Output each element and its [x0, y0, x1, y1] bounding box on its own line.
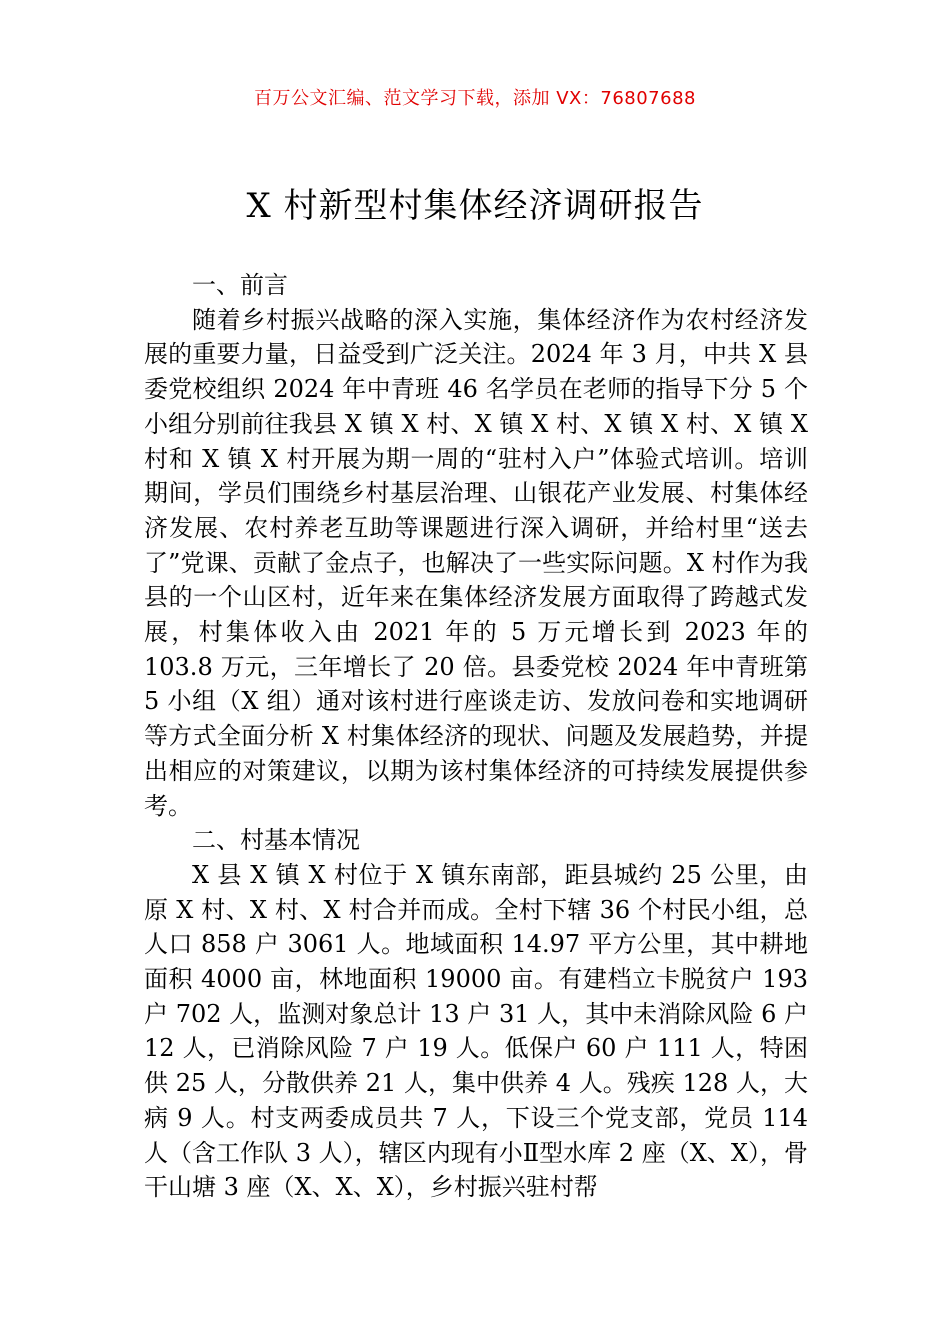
header-watermark-note: 百万公文汇编、范文学习下载，添加 VX：76807688	[254, 88, 696, 109]
section-heading-village-basics: 二、村基本情况	[192, 826, 360, 855]
paragraph-village-basics: X 县 X 镇 X 村位于 X 镇东南部，距县城约 25 公里，由原 X 村、X 村、X 村合并而成。全村下辖 36 个村民小组，总人口 858 户 3061 人。地域面积 14.97 平方公里，其中耕地面积 4000 亩，林地面积 19000 亩。有建档立卡脱贫户 193 户 702 人，监测对象总计 13 户 31 人，其中未消除风险 6 户 12 人，已消除风险 7 户 19 人。低保户 60 户 111 人，特困供 25 人，分散供养 21 人，集中供养 4 人。残疾 128 人，大病 9 人。村支两委成员共 7 人，下设三个党支部，党员 114 人（含工作队 3 人），辖区内现有小Ⅱ型水库 2 座（X、X），骨干山塘 3 座（X、X、X），乡村振兴驻村帮	[144, 860, 808, 1202]
paragraph-preface: 随着乡村振兴战略的深入实施，集体经济作为农村经济发展的重要力量，日益受到广泛关注。2024 年 3 月，中共 X 县委党校组织 2024 年中青班 46 名学员在老师的指导下分 5 个小组分别前往我县 X 镇 X 村、X 镇 X 村、X 镇 X 村、X 镇 X 村和 X 镇 X 村开展为期一周的“驻村入户”体验式培训。培训期间，学员们围绕乡村基层治理、山银花产业发展、村集体经济发展、农村养老互助等课题进行深入调研，并给村里“送去了”党课、贡献了金点子，也解决了一些实际问题。X 村作为我县的一个山区村，近年来在集体经济发展方面取得了跨越式发展，村集体收入由 2021 年的 5 万元增长到 2023 年的 103.8 万元，三年增长了 20 倍。县委党校 2024 年中青班第 5 小组（X 组）通对该村进行座谈走访、发放问卷和实地调研等方式全面分析 X 村集体经济的现状、问题及发展趋势，并提出相应的对策建议，以期为该村集体经济的可持续发展提供参考。	[144, 305, 808, 820]
document-title: X 村新型村集体经济调研报告	[246, 186, 704, 226]
section-heading-preface: 一、前言	[192, 271, 288, 299]
document-body	[144, 268, 808, 1205]
